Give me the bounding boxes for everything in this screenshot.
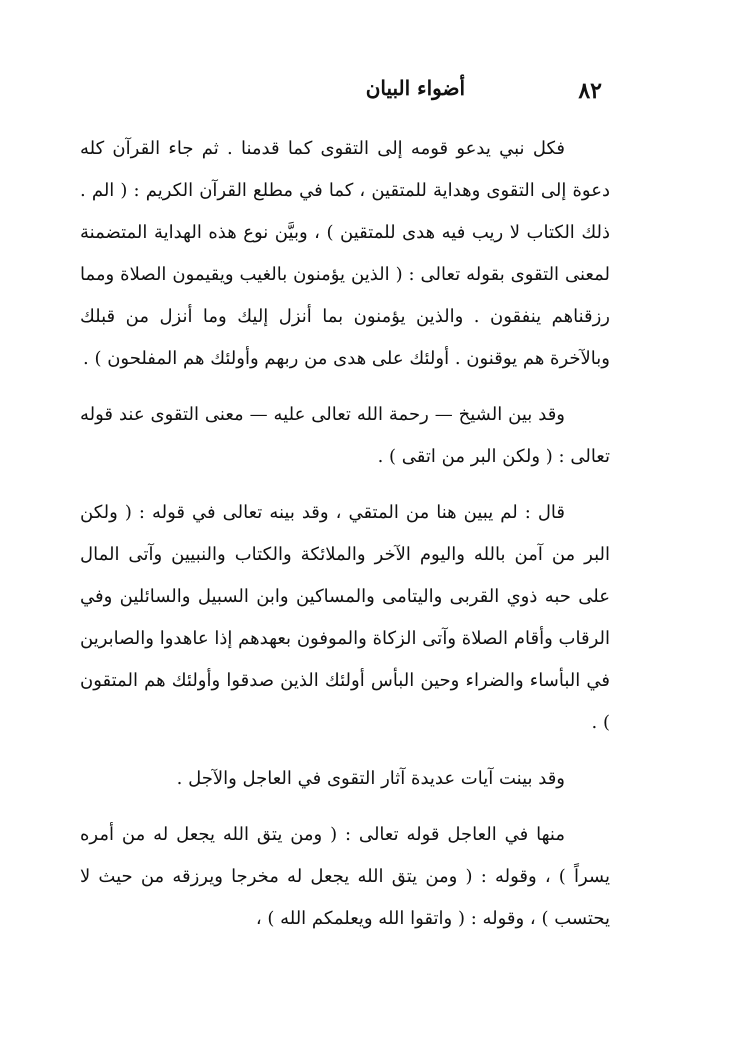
paragraph-sheikh-explanation: وقد بين الشيخ — رحمة الله تعالى عليه — معنى التقوى عند قوله تعالى : ( ولكن البر من اتقى ) . bbox=[80, 404, 610, 467]
paragraph-immediate-effects: منها في العاجل قوله تعالى : ( ومن يتق الله يجعل له من أمره يسراً ) ، وقوله : ( ومن يتق الله يجعل له مخرجا ويرزقه من حيث لا يحتسب ) ، وقوله : ( واتقوا الله ويعلمكم الله ) ، bbox=[80, 824, 610, 929]
paragraph-piety-call: فكل نبي يدعو قومه إلى التقوى كما قدمنا . ثم جاء القرآن كله دعوة إلى التقوى وهداية للمتقين ، كما في مطلع القرآن الكريم : ( الم . ذلك الكتاب لا ريب فيه هدى للمتقين ) ، وبيَّن نوع هذه الهداية المتضمنة لمعنى التقوى بقوله تعالى : ( الذين يؤمنون بالغيب ويقيمون الصلاة ومما رزقناهم ينفقون . والذين يؤمنون بما أنزل إليك وما أنزل من قبلك وبالآخرة هم يوقنون . أولئك على هدى من ربهم وأولئك هم المفلحون ) . bbox=[80, 138, 610, 369]
paragraph-righteousness-verse: قال : لم يبين هنا من المتقي ، وقد بينه تعالى في قوله : ( ولكن البر من آمن بالله واليوم الآخر والملائكة والكتاب والنبيين وآتى المال على حبه ذوي القربى واليتامى والمساكين وابن السبيل والسائلين وفي الرقاب وأقام الصلاة وآتى الزكاة والموفون بعهدهم إذا عاهدوا والصابرين في البأساء والضراء وحين البأس أولئك الذين صدقوا وأولئك هم المتقون ) . bbox=[80, 502, 610, 733]
book-page bbox=[80, 70, 610, 940]
running-title: أضواء البيان bbox=[365, 76, 465, 100]
page-header bbox=[80, 70, 610, 110]
page-number: ٨٢ bbox=[578, 78, 602, 104]
paragraph-effects-of-piety: وقد بينت آيات عديدة آثار التقوى في العاجل والآجل . bbox=[176, 768, 565, 789]
